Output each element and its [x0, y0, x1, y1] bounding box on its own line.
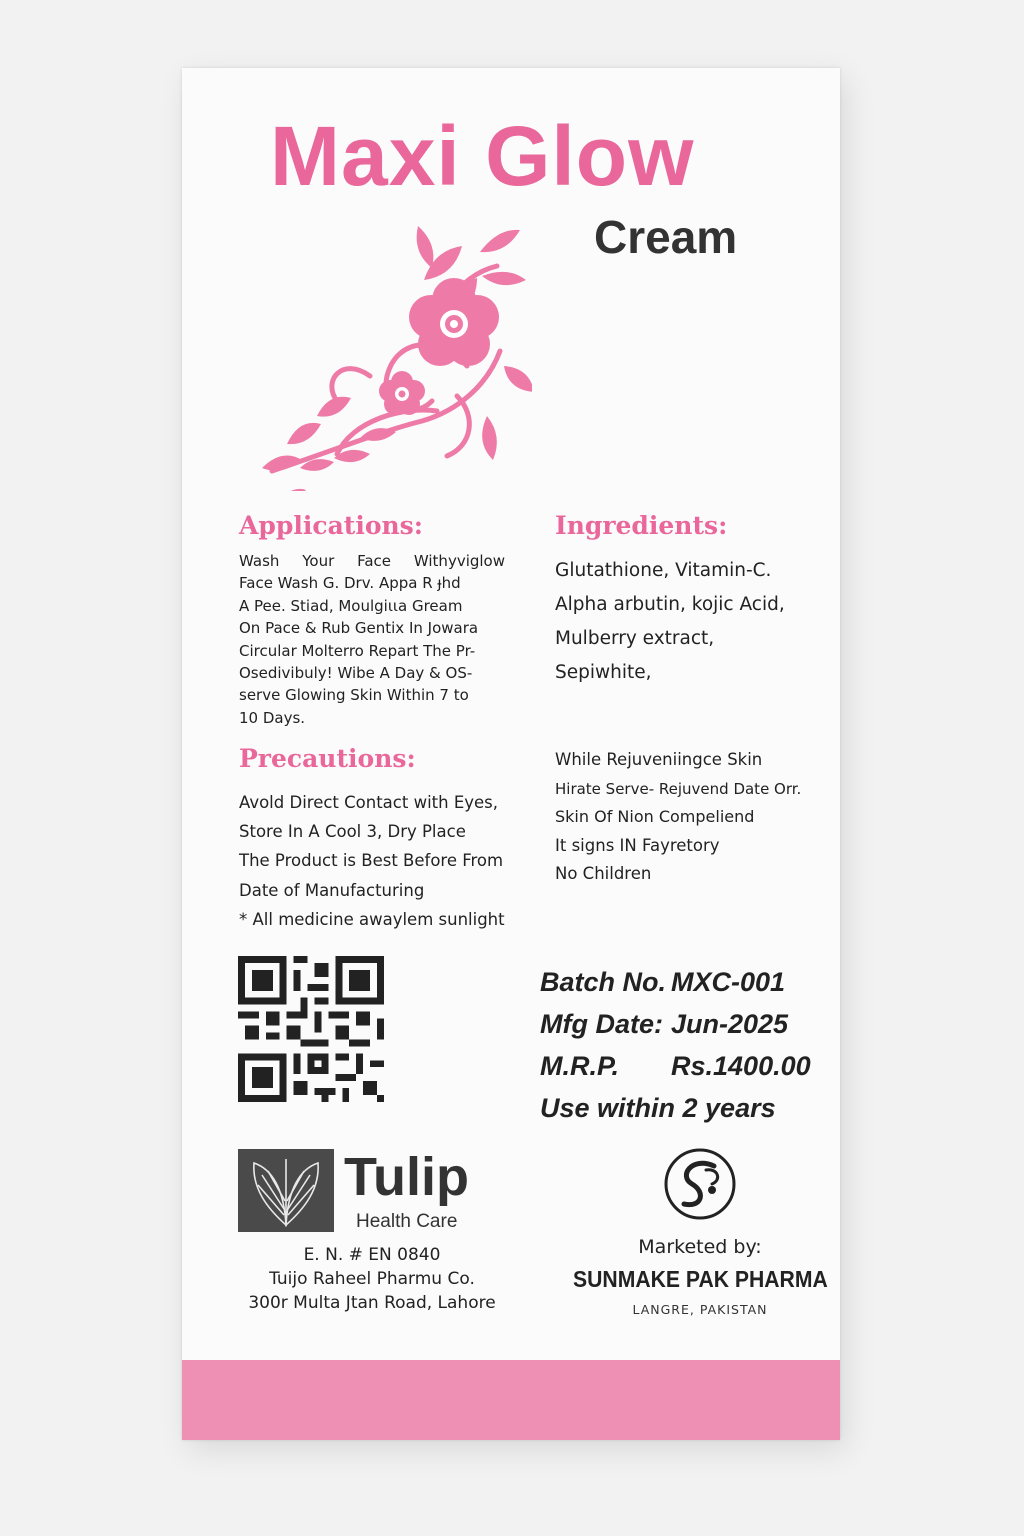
manufacturer-address — [222, 1243, 522, 1315]
skin-notes-text — [555, 746, 815, 889]
product-box-back — [182, 68, 840, 1440]
mrp-row — [540, 1045, 811, 1087]
qr-code-icon — [238, 956, 384, 1102]
marketer-name: SUNMAKE PAK PHARMA — [573, 1266, 828, 1292]
skin-note-line: Hirate Serve- Rejuvend Date Orr. — [555, 779, 802, 798]
marketed-by-label: Marketed by: — [638, 1236, 762, 1258]
product-title: Maxi Glow — [270, 109, 695, 203]
precaution-line: Date of Manufacturing — [239, 880, 425, 900]
applications-line: 10 Days. — [239, 708, 306, 727]
swirl-logo-icon — [662, 1146, 738, 1222]
applications-heading: Applications: — [239, 511, 423, 540]
precautions-text — [239, 788, 519, 934]
ingredient-line: Mulberry extract, — [555, 628, 715, 649]
floral-ornament-icon — [242, 206, 532, 491]
precaution-line: The Product is Best Before From — [239, 851, 504, 871]
skin-note-line: While Rejuveniingce Skin — [555, 750, 763, 769]
ingredients-text — [555, 554, 815, 690]
skin-note-line: No Children — [555, 864, 652, 884]
ingredient-line: Glutathione, Vitamin-C. — [555, 560, 772, 581]
applications-line: Wash Your Face Withyviglow — [239, 552, 505, 570]
applications-line: serve Glowing Skin Within 7 to — [239, 686, 469, 705]
skin-note-line: Skin Of Nion Compeliend — [555, 807, 755, 827]
applications-line: Osedivibuly! Wibe A Day & OS- — [239, 664, 473, 683]
applications-line: On Pace & Rub Gentix In Jowara — [239, 619, 479, 638]
product-subtitle: Cream — [594, 211, 738, 263]
precaution-line: * All medicine awaylem sunlight — [239, 909, 505, 929]
batch-row — [540, 961, 811, 1003]
applications-line: A Pee. Stiad, Moulgiιιa Gream — [239, 596, 463, 615]
precautions-heading: Precautions: — [239, 744, 416, 773]
batch-value: MXC-001 — [671, 967, 786, 997]
address-line: Tuijo Raheel Pharmu Co. — [269, 1269, 475, 1289]
applications-line: Circular Molterro Repart The Pr- — [239, 641, 476, 660]
manufacturer-subtitle: Health Care — [356, 1211, 458, 1232]
pink-bottom-band — [182, 1360, 840, 1440]
marketer-location: LANGRE, PAKISTAN — [632, 1302, 768, 1317]
manufacturer-name: Tulip — [344, 1147, 469, 1207]
applications-text — [239, 550, 505, 729]
address-line: 300r Multa Jtan Road, Lahore — [248, 1293, 496, 1313]
leaf-logo-icon — [238, 1149, 334, 1232]
precaution-line: Avold Direct Contact with Eyes, — [239, 793, 499, 812]
skin-note-line: It signs IN Fayretory — [555, 835, 720, 855]
ingredient-line: Sepiwhite, — [555, 662, 652, 683]
applications-line: Face Wash G. Drv. Appa R ɟhd — [239, 574, 461, 593]
precaution-line: Store In A Cool 3, Dry Place — [239, 822, 466, 842]
ingredient-line: Alpha arbutin, kojic Acid, — [555, 594, 785, 615]
mrp-value: Rs.1400.00 — [671, 1051, 811, 1081]
batch-info — [540, 961, 811, 1129]
address-line: E. N. # EN 0840 — [303, 1245, 441, 1265]
batch-label: Batch No. — [540, 967, 667, 997]
mfg-value: Jun-2025 — [671, 1009, 789, 1039]
mrp-label: M.R.P. — [540, 1051, 620, 1081]
mfg-label: Mfg Date: — [540, 1009, 663, 1039]
use-within: Use within 2 years — [540, 1093, 776, 1123]
mfg-row — [540, 1003, 811, 1045]
ingredients-heading: Ingredients: — [555, 511, 728, 540]
